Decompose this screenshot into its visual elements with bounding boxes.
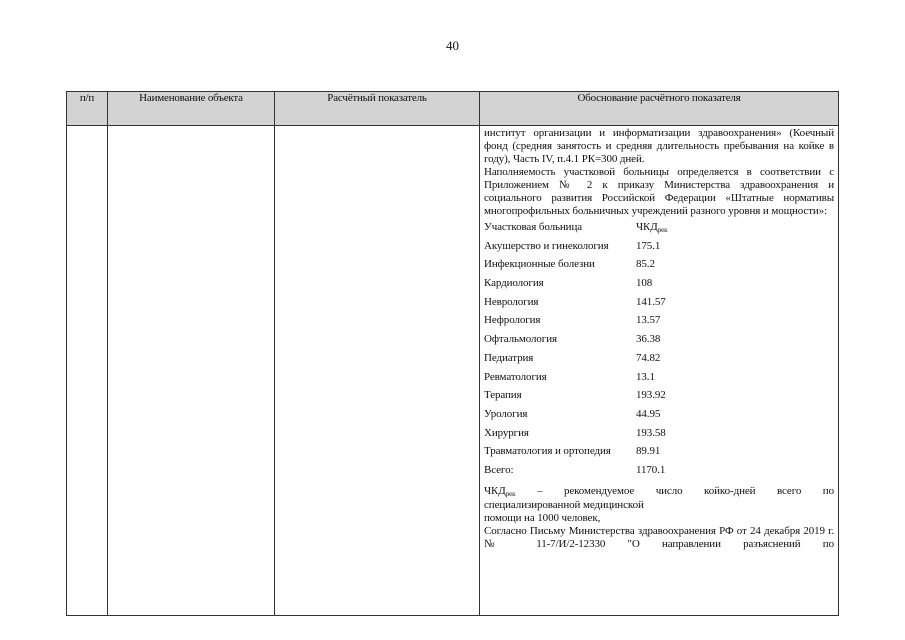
bed-days-header-name: Участковая больница <box>484 221 583 233</box>
bed-days-value: 193.58 <box>636 426 666 439</box>
bed-days-specialty: Акушерство и гинекология <box>484 239 609 252</box>
bed-days-row <box>484 240 696 259</box>
cell-calc-indicator <box>275 126 480 616</box>
basis-paragraph-source: институт организации и информатизации здравоохранения» (Коечный фонд (средняя занятость и средняя длительность пребывания на койке в году), Часть IV, п.4.1 РК=300 дней. <box>484 127 834 165</box>
bed-days-value: 74.82 <box>636 351 661 364</box>
table-header-row <box>67 92 839 126</box>
header-calc-indicator: Расчётный показатель <box>275 92 480 126</box>
chkd-sub: рек <box>657 226 668 234</box>
bed-days-value: 36.38 <box>636 333 661 346</box>
bed-days-header-row <box>484 221 696 240</box>
bed-days-rows <box>484 240 696 483</box>
bed-days-specialty: Неврология <box>484 295 539 308</box>
bed-days-row <box>484 408 696 427</box>
header-basis: Обоснование расчётного показателя <box>480 92 839 126</box>
bed-days-value: 141.57 <box>636 295 666 308</box>
bed-days-row <box>484 258 696 277</box>
basis-definition-line3: помощи на 1000 человек, <box>484 511 601 524</box>
bed-days-row <box>484 314 696 333</box>
cell-object-name <box>108 126 275 616</box>
bed-days-value: 44.95 <box>636 407 661 420</box>
def-chkd-sub: рек <box>505 489 516 498</box>
cell-basis <box>480 126 839 616</box>
bed-days-value: 108 <box>636 277 653 290</box>
bed-days-row <box>484 277 696 296</box>
def-chkd-label: ЧКД <box>484 484 506 497</box>
bed-days-specialty: Терапия <box>484 389 522 402</box>
bed-days-specialty: Хирургия <box>484 426 529 439</box>
bed-days-row <box>484 352 696 371</box>
page-number: 40 <box>446 38 459 53</box>
header-object-name: Наименование объекта <box>108 92 275 126</box>
bed-days-value: 13.1 <box>636 370 655 383</box>
bed-days-table <box>484 221 696 483</box>
chkd-label: ЧКД <box>636 221 658 233</box>
document-table <box>66 91 839 616</box>
bed-days-row <box>484 333 696 352</box>
bed-days-specialty: Инфекционные болезни <box>484 258 595 271</box>
bed-days-row <box>484 427 696 446</box>
bed-days-value: 1170.1 <box>636 463 666 476</box>
cell-num <box>67 126 108 616</box>
header-num: п/п <box>67 92 108 126</box>
bed-days-row <box>484 464 696 483</box>
bed-days-specialty: Всего: <box>484 463 514 476</box>
bed-days-specialty: Педиатрия <box>484 351 534 364</box>
bed-days-row <box>484 371 696 390</box>
bed-days-specialty: Травматология и ортопедия <box>484 445 611 458</box>
bed-days-row <box>484 445 696 464</box>
bed-days-value: 89.91 <box>636 445 661 458</box>
basis-paragraph-capacity: Наполняемость участковой больницы определяется в соответствии с Приложением № 2 к приказу Министерства здравоохранения и социального развития Российской Федерации «Штатные нормативы многопрофильных больничных учреждений разного уровня и мощности»: <box>484 166 834 217</box>
def-text-1: – рекомендуемое число койко-дней всего по <box>515 484 834 497</box>
bed-days-specialty: Урология <box>484 407 528 420</box>
bed-days-specialty: Кардиология <box>484 277 544 290</box>
bed-days-specialty: Ревматология <box>484 370 547 383</box>
basis-definition-line1 <box>484 485 834 499</box>
table-row <box>67 126 839 616</box>
bed-days-header-value <box>636 221 696 240</box>
basis-paragraph-letter: Согласно Письму Министерства здравоохранения РФ от 24 декабря 2019 г. № 11-7/И/2-12330 "О направлении разъяснений по <box>484 524 834 550</box>
basis-definition-line2: специализированной медицинской <box>484 498 644 511</box>
bed-days-value: 13.57 <box>636 314 661 327</box>
bed-days-value: 175.1 <box>636 239 661 252</box>
bed-days-value: 193.92 <box>636 389 666 402</box>
bed-days-specialty: Нефрология <box>484 314 541 327</box>
bed-days-value: 85.2 <box>636 258 655 271</box>
bed-days-specialty: Офтальмология <box>484 333 557 346</box>
bed-days-row <box>484 296 696 315</box>
bed-days-row <box>484 389 696 408</box>
